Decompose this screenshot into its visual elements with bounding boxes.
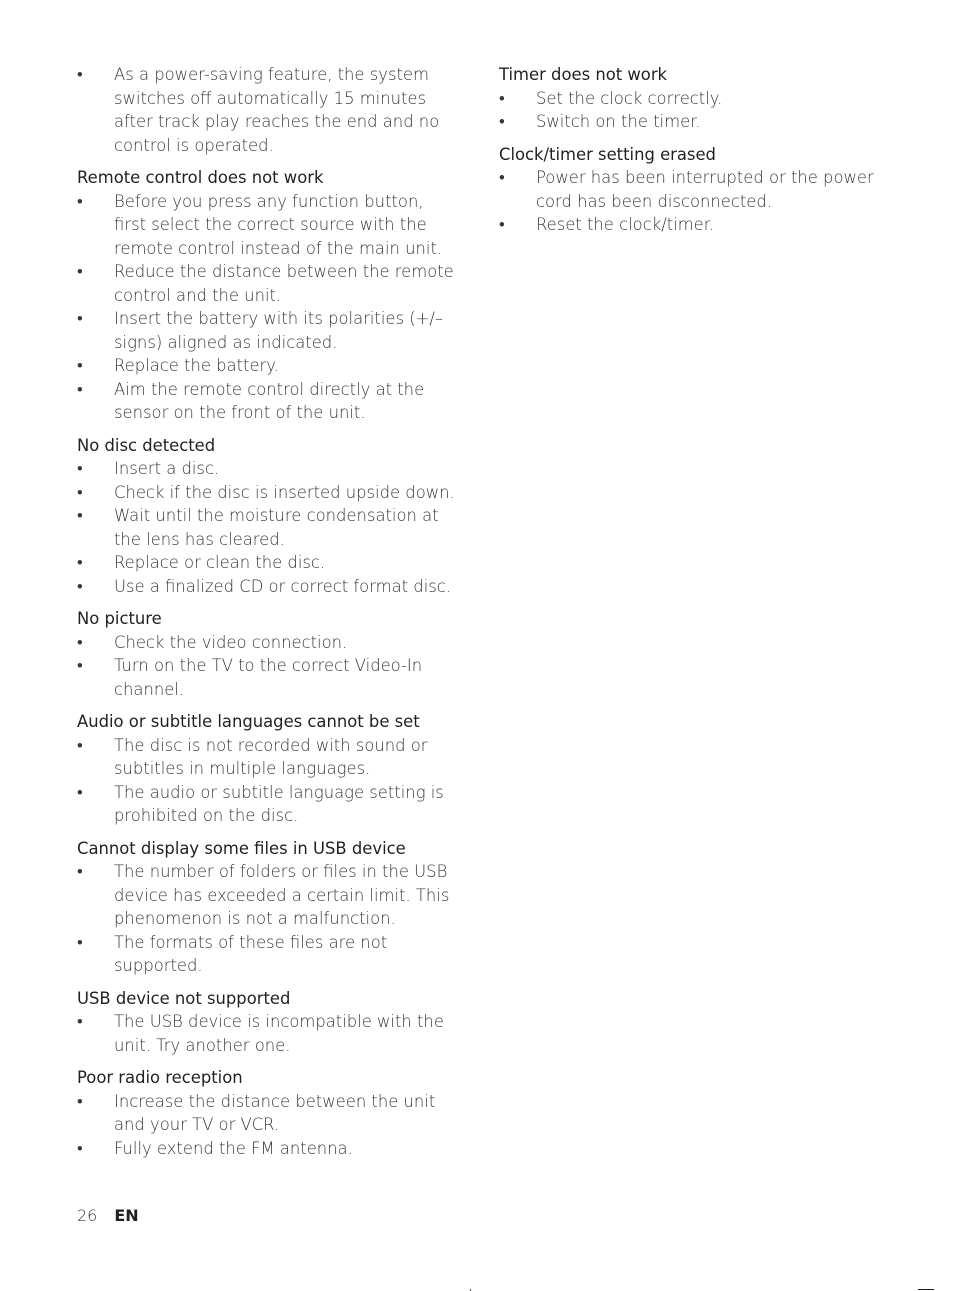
- bullet-list: [499, 166, 879, 237]
- list-item: [77, 1090, 457, 1137]
- bullet-icon: •: [77, 735, 83, 755]
- corner-crop-mark: [918, 1289, 934, 1290]
- bullet-icon: •: [77, 65, 83, 84]
- list-item: [77, 260, 457, 307]
- section-heading: Cannot display some files in USB device: [77, 838, 406, 858]
- bullet-icon: •: [77, 576, 83, 596]
- bullet-list: [77, 457, 457, 598]
- section-heading: No picture: [77, 609, 162, 628]
- list-item: [77, 734, 457, 781]
- left-column: [77, 63, 457, 1169]
- bullet-icon: •: [77, 309, 83, 328]
- bullet-icon: •: [77, 782, 83, 802]
- list-item: [77, 457, 457, 481]
- list-item: [77, 1010, 457, 1057]
- list-item-text: Reduce the distance between the remote control and the unit.: [114, 262, 454, 305]
- section-audio-subtitle: [77, 710, 457, 828]
- bullet-list: [77, 190, 457, 425]
- bullet-icon: •: [499, 88, 505, 108]
- section-no-disc: [77, 434, 457, 599]
- bullet-icon: •: [77, 459, 83, 478]
- bullet-icon: •: [499, 112, 505, 131]
- section-radio-reception: [77, 1066, 457, 1160]
- list-item: [77, 307, 457, 354]
- list-item: [77, 654, 457, 701]
- bullet-icon: •: [77, 862, 83, 881]
- bullet-icon: •: [77, 932, 83, 952]
- list-item-text: The number of folders or files in the USB device has exceeded a certain limit. This phenomenon is not a malfunction.: [114, 862, 450, 928]
- bullet-list: [77, 631, 457, 702]
- bullet-icon: •: [77, 656, 83, 675]
- bullet-icon: •: [77, 632, 83, 652]
- section-timer: [499, 63, 879, 134]
- list-item: [77, 1137, 457, 1161]
- list-item-text: Check the video connection.: [114, 632, 348, 652]
- intro-section: [77, 63, 457, 157]
- list-item: [77, 631, 457, 655]
- bullet-list: [77, 63, 457, 157]
- list-item: [77, 63, 457, 157]
- bullet-list: [77, 1010, 457, 1057]
- list-item: [77, 575, 457, 599]
- list-item-text: Replace or clean the disc.: [114, 553, 326, 572]
- list-item-text: Fully extend the FM antenna.: [114, 1138, 353, 1158]
- list-item: [77, 781, 457, 828]
- right-column: [499, 63, 879, 246]
- list-item: [77, 931, 457, 978]
- section-heading: Clock/timer setting erased: [499, 144, 716, 164]
- bullet-list: [499, 87, 879, 134]
- list-item-text: The disc is not recorded with sound or subtitles in multiple languages.: [114, 735, 428, 778]
- list-item: [77, 190, 457, 261]
- list-item: [77, 551, 457, 575]
- bullet-icon: •: [77, 262, 83, 281]
- bullet-list: [77, 734, 457, 828]
- list-item-text: Increase the distance between the unit and your TV or VCR.: [114, 1091, 436, 1134]
- list-item: [499, 110, 879, 134]
- page-footer: [77, 1204, 139, 1228]
- list-item-text: The formats of these files are not supported.: [114, 932, 388, 975]
- section-no-picture: [77, 607, 457, 701]
- section-clock-erased: [499, 143, 879, 237]
- list-item: [77, 378, 457, 425]
- section-heading: Timer does not work: [499, 65, 668, 84]
- list-item-text: Power has been interrupted or the power cord has been disconnected.: [536, 168, 874, 211]
- bullet-list: [77, 1090, 457, 1161]
- bullet-icon: •: [77, 1012, 83, 1031]
- list-item-text: Insert a disc.: [114, 459, 220, 478]
- list-item-text: Replace the battery.: [114, 356, 279, 375]
- list-item-text: Set the clock correctly.: [536, 88, 723, 108]
- list-item-text: Turn on the TV to the correct Video-In channel.: [114, 656, 423, 699]
- list-item: [77, 860, 457, 931]
- list-item-text: Before you press any function button, first select the correct source with the remote control instead of the main unit.: [114, 191, 443, 258]
- list-item: [499, 213, 879, 237]
- bullet-icon: •: [499, 168, 505, 187]
- bullet-list: [77, 860, 457, 978]
- language-label: EN: [114, 1206, 139, 1225]
- bullet-icon: •: [77, 553, 83, 572]
- section-remote-control: [77, 166, 457, 425]
- bullet-icon: •: [77, 191, 83, 211]
- bullet-icon: •: [77, 1091, 83, 1111]
- section-usb-files: [77, 837, 457, 978]
- bullet-icon: •: [499, 215, 505, 234]
- bullet-icon: •: [77, 356, 83, 375]
- list-item-text: Aim the remote control directly at the sensor on the front of the unit.: [114, 379, 425, 422]
- bullet-icon: •: [77, 1138, 83, 1158]
- list-item-text: The audio or subtitle language setting is prohibited on the disc.: [114, 782, 444, 825]
- bullet-icon: •: [77, 379, 83, 399]
- list-item-text: Check if the disc is inserted upside down.: [114, 482, 455, 502]
- bullet-icon: •: [77, 482, 83, 502]
- page-number: 26: [77, 1206, 98, 1225]
- section-heading: Audio or subtitle languages cannot be set: [77, 712, 420, 731]
- list-item-text: Wait until the moisture condensation at the lens has cleared.: [114, 506, 439, 549]
- list-item-text: Use a finalized CD or correct format disc.: [114, 576, 452, 596]
- section-heading: No disc detected: [77, 435, 216, 455]
- list-item: [77, 354, 457, 378]
- list-item: [499, 87, 879, 111]
- list-item-text: Reset the clock/timer.: [536, 215, 715, 234]
- list-item: [77, 481, 457, 505]
- section-heading: Remote control does not work: [77, 168, 324, 187]
- list-item-text: Switch on the timer.: [536, 112, 701, 131]
- section-heading: USB device not supported: [77, 988, 291, 1008]
- section-heading: Poor radio reception: [77, 1068, 243, 1087]
- bullet-icon: •: [77, 506, 83, 525]
- list-item: [499, 166, 879, 213]
- list-item-text: The USB device is incompatible with the unit. Try another one.: [114, 1012, 444, 1055]
- list-item: [77, 504, 457, 551]
- list-item-text: As a power-saving feature, the system switches off automatically 15 minutes after track play reaches the end and no control is operated.: [114, 65, 440, 155]
- list-item-text: Insert the battery with its polarities (+/– signs) aligned as indicated.: [114, 309, 444, 352]
- section-usb-not-supported: [77, 987, 457, 1058]
